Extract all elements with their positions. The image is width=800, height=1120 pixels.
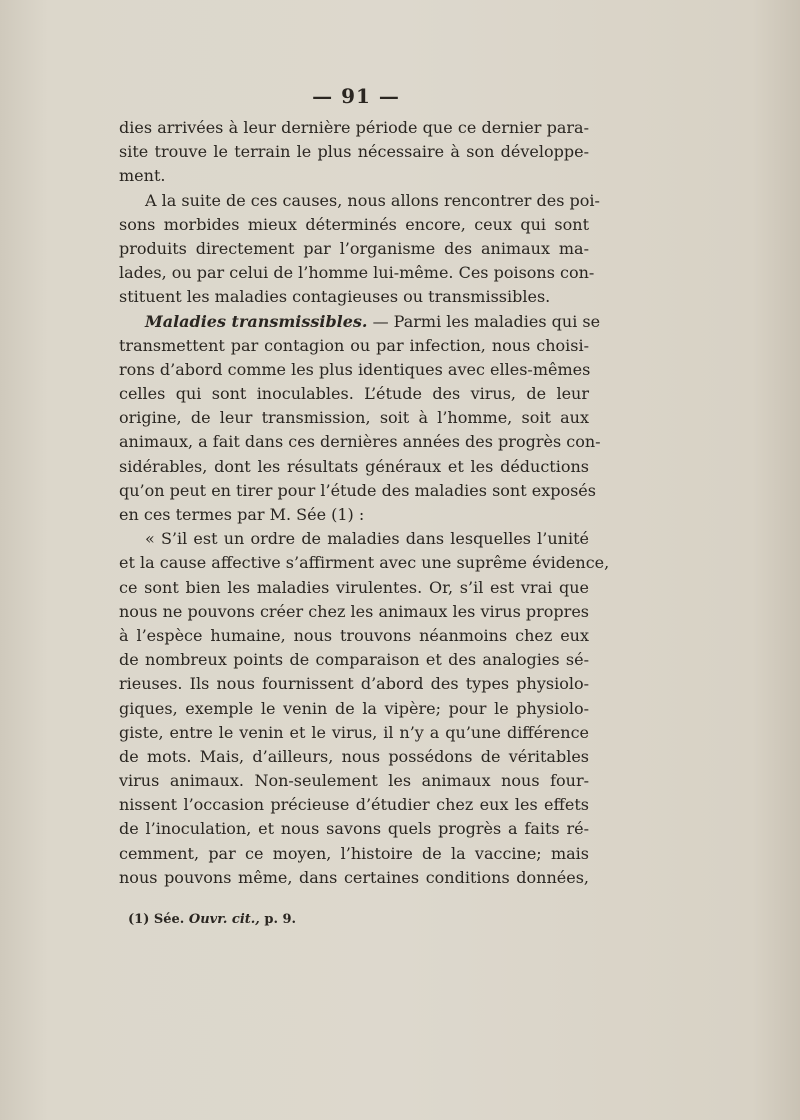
- quote-line: et la cause affective s’affirment avec une suprême évidence,: [119, 553, 610, 573]
- quote-line: nissent l’occasion précieuse d’étudier chez eux les effets: [119, 795, 589, 815]
- page-number: — 91 —: [312, 84, 400, 108]
- quote-line: de mots. Mais, d’ailleurs, nous possédons de véritables: [119, 746, 589, 766]
- quote-line: virus animaux. Non-seulement les animaux nous four-: [119, 771, 589, 791]
- text-line: celles qui sont inoculables. L’étude des virus, de leur: [119, 384, 589, 404]
- quote-line: « S’il est un ordre de maladies dans lesquelles l’unité: [145, 529, 589, 549]
- text-line: transmettent par contagion ou par infection, nous choisi-: [119, 335, 589, 355]
- footnote-page: p. 9.: [264, 912, 297, 927]
- text-line: sidérables, dont les résultats généraux et les déductions: [119, 456, 589, 476]
- text-run: — Parmi les maladies qui se: [367, 311, 601, 331]
- quote-line: de l’inoculation, et nous savons quels progrès a faits ré-: [119, 819, 589, 839]
- text-line: site trouve le terrain le plus nécessaire à son développe-: [119, 142, 589, 162]
- section-heading-line: [119, 310, 601, 334]
- quote-line: giste, entre le venin et le virus, il n’y a qu’une différence: [119, 722, 589, 742]
- text-line: A la suite de ces causes, nous allons rencontrer des poi-: [145, 190, 600, 210]
- section-heading: Maladies transmissibles.: [145, 311, 368, 331]
- quote-line: cemment, par ce moyen, l’histoire de la vaccine; mais: [119, 843, 589, 863]
- text-line: produits directement par l’organisme des animaux ma-: [119, 238, 589, 258]
- quote-line: giques, exemple le venin de la vipère; pour le physiolo-: [119, 698, 589, 718]
- text-line: en ces termes par M. Sée (1) :: [119, 505, 365, 524]
- text-line: sons morbides mieux déterminés encore, ceux qui sont: [119, 214, 589, 234]
- footnote-marker: (1) Sée.: [128, 912, 185, 927]
- text-line: ment.: [119, 166, 166, 186]
- quote-line: à l’espèce humaine, nous trouvons néanmoins chez eux: [119, 625, 589, 645]
- quote-line: rieuses. Ils nous fournissent d’abord des types physiolo-: [119, 674, 589, 694]
- body-text: [119, 116, 610, 890]
- text-line: animaux, a fait dans ces dernières années des progrès con-: [119, 432, 601, 452]
- text-line: rons d’abord comme les plus identiques avec elles-mêmes: [119, 359, 591, 379]
- footnote: [128, 912, 296, 927]
- quote-line: nous ne pouvons créer chez les animaux les virus propres: [119, 601, 589, 621]
- text-line: lades, ou par celui de l’homme lui-même. Ces poisons con-: [119, 263, 595, 283]
- quote-line: ce sont bien les maladies virulentes. Or, s’il est vrai que: [119, 577, 589, 597]
- text-line: stituent les maladies contagieuses ou transmissibles.: [119, 287, 551, 307]
- quote-line: de nombreux points de comparaison et des analogies sé-: [119, 650, 589, 670]
- text-line: origine, de leur transmission, soit à l’homme, soit aux: [119, 408, 589, 428]
- quote-line: nous pouvons même, dans certaines conditions données,: [119, 867, 589, 887]
- text-line: qu’on peut en tirer pour l’étude des maladies sont exposés: [119, 480, 596, 500]
- footnote-work: Ouvr. cit.,: [188, 912, 260, 927]
- text-line: dies arrivées à leur dernière période que ce dernier para-: [119, 118, 589, 137]
